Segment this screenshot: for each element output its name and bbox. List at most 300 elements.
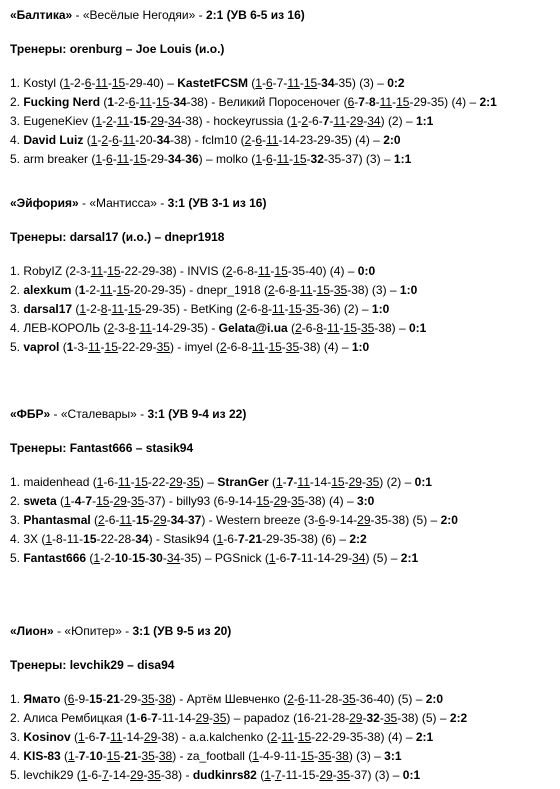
text-run: 34 [167,114,182,128]
text-run: -11-14-29- [296,551,353,565]
text-run: - [282,475,287,489]
text-run: 34 [167,152,182,166]
text-run: 2 [107,321,115,335]
text-run: ( [247,76,256,90]
text-run: - [112,152,117,166]
text-run: 29 [319,768,333,782]
text-run: 1 [79,302,87,316]
match-header [10,622,467,641]
text-run: - [209,711,214,725]
text-run: ( [268,475,277,489]
text-run: 34 [170,513,184,527]
text-run: -6- [246,302,262,316]
text-run: ) – [199,475,218,489]
text-run: 2. [10,283,24,297]
text-run: - [297,114,302,128]
text-run: -8-11- [52,532,84,546]
text-run: 36 [185,152,199,166]
text-run: 15 [293,152,307,166]
text-run: alexkum [23,283,72,297]
text-run: - [109,494,114,508]
text-run: 7 [322,114,330,128]
games-list [10,262,426,357]
text-run: ( [90,513,99,527]
text-run: - [102,749,107,763]
text-run: - [91,76,96,90]
text-run: - [120,749,125,763]
text-run: 3:1 (УВ 9-5 из 20) [132,624,232,638]
text-run: - [81,494,86,508]
text-run: 15 [268,340,282,354]
games-list [10,473,458,568]
text-run: 2:1 [415,730,434,744]
text-run: -4-9-11- [258,749,301,763]
text-run: 11 [116,152,130,166]
text-run: -35-37) (3) – [323,152,394,166]
text-run: ( [256,768,265,782]
text-run: 35 [141,692,155,706]
game-row [10,530,458,549]
text-run: ) - Артём Шевченко ( [171,692,288,706]
text-run: ( [60,749,69,763]
text-run: 15 [107,264,121,278]
game-row [10,300,426,319]
text-run: 37 [187,513,202,527]
text-run: 0:1 [402,768,421,782]
text-run: -14-23-29-35) (4) – [278,133,384,147]
text-run: 1 [252,749,259,763]
text-run: - [269,494,274,508]
text-run: -35-40) (4) – [287,264,358,278]
text-run: 15 [134,475,148,489]
text-run: 35 [156,340,170,354]
text-run: - [268,302,273,316]
text-run: 29 [169,475,183,489]
text-run: -11-14- [157,711,196,725]
text-run: -6- [103,475,119,489]
text-run: - [151,95,156,109]
text-run: - [244,532,249,546]
text-run: -14-29-35) - [151,321,219,335]
text-run: 0:2 [387,76,405,90]
text-run: -35) – PGSnick ( [180,551,269,565]
text-run: -6- [104,513,120,527]
text-run: 6 [106,152,113,166]
text-run: 35 [141,749,155,763]
text-run: - [149,513,154,527]
text-run: 21 [106,692,120,706]
text-run: - [102,114,107,128]
text-run: - «Мантисса» - [78,196,168,210]
text-run: 15 [297,730,312,744]
text-run: ) (2) – [379,475,415,489]
game-row [10,747,467,766]
text-run: - [123,302,128,316]
text-run: 34 [352,551,366,565]
text-run: - [293,692,298,706]
text-run: -37) - billy93 (6-9-14- [144,494,257,508]
text-run: - [145,551,150,565]
text-run: -20- [135,133,157,147]
match-block-fbr [10,405,458,568]
text-run: -38) (3) – [347,283,400,297]
text-run: -6- [274,283,290,297]
text-run: 2 [268,283,275,297]
text-run: -2- [100,551,115,565]
text-run: 1 [255,76,262,90]
text-run: 6 [347,95,355,109]
text-run: 11 [116,114,130,128]
text-run: 29 [273,494,287,508]
text-run: 3:1 [384,749,402,763]
text-run: -38) - [160,768,193,782]
text-run: 5. levchik29 ( [10,768,81,782]
text-run: 15 [331,475,345,489]
text-run: 38 [335,749,349,763]
text-run: - [251,133,256,147]
text-run: ) - Stasik94 ( [148,532,217,546]
game-row [10,131,497,150]
text-run: 35 [383,711,398,725]
text-run: -6-8- [226,340,252,354]
text-run: - [129,152,134,166]
text-run: 6 [67,692,75,706]
text-run: darsal17 [23,302,73,316]
text-run: «Эйфория» [10,196,79,210]
text-run: 15 [111,76,126,90]
text-run: 34 [321,76,335,90]
text-run: 1 [268,551,276,565]
text-run: - [364,95,369,109]
text-run: - [361,475,366,489]
game-row [10,112,497,131]
game-row [10,690,467,709]
text-run: 35 [186,475,200,489]
text-run: -29-35-38) (6) – [262,532,350,546]
text-run: 15 [274,264,288,278]
text-run: 1:0 [351,340,370,354]
text-run: 35 [333,283,348,297]
text-run: 4. [10,749,24,763]
text-run: 11 [95,76,108,90]
text-run: -6- [87,768,103,782]
game-row [10,473,458,492]
text-run: 1 [66,340,74,354]
text-run: 15 [256,494,270,508]
text-run: 11 [333,114,346,128]
text-run: -7- [272,76,288,90]
text-run: 11 [281,730,294,744]
text-run: - [281,340,286,354]
text-run: 35 [130,494,145,508]
text-run: 1 [64,494,71,508]
text-run: 2:1 (УВ 6-5 из 16) [205,8,305,22]
text-run: «Лион» [10,624,54,638]
text-run: 1 [290,114,298,128]
text-run: 35 [285,340,300,354]
text-run: - [100,340,105,354]
text-run: 11 [266,133,279,147]
text-run: ( [100,95,108,109]
text-run: 10 [89,749,103,763]
game-row [10,338,426,357]
text-run: - [143,768,148,782]
text-run: ) - imyel ( [169,340,220,354]
match-header [10,194,426,213]
text-run: 3:1 (УВ 9-4 из 22) [147,407,247,421]
text-run: 38 [158,749,173,763]
text-run: ) (3) – [348,749,385,763]
text-run: - [137,749,142,763]
text-run: Phantasmal [23,513,91,527]
text-run: 2:0 [440,513,458,527]
text-run: -38) (4) – [299,340,352,354]
text-run: - [103,264,108,278]
text-run: 35 [360,321,375,335]
text-run: - [128,551,133,565]
text-run: 34 [135,532,149,546]
text-run: 3:0 [357,494,375,508]
text-run: 0:0 [357,264,376,278]
text-run: 29 [349,114,364,128]
text-run: 11 [272,302,285,316]
text-run: 2 [301,114,309,128]
text-run: 29 [349,711,363,725]
text-run: 29 [150,114,164,128]
text-run: - [272,152,277,166]
text-run: - [129,114,134,128]
text-run: ( [59,340,67,354]
text-run: -6- [308,114,323,128]
text-run: 35 [305,302,320,316]
text-run: 1 [95,152,103,166]
text-run: - [392,95,397,109]
text-run: 32 [366,711,380,725]
text-run: 35 [213,711,227,725]
text-run: Fucking Nerd [23,95,101,109]
text-run: 15 [96,494,110,508]
text-run: -22-29- [117,340,157,354]
text-run: 1. RobyIZ ( [10,264,70,278]
text-run: Fantast666 [23,551,87,565]
text-run: 15 [89,692,103,706]
text-run: 15 [300,749,315,763]
text-run: 21 [124,749,138,763]
text-run: - [277,730,282,744]
text-run: - [118,133,123,147]
text-run: 15 [106,749,121,763]
game-row [10,549,458,568]
text-run: 2 [270,730,278,744]
text-run: 29 [113,494,127,508]
text-run: KastetFCSM [177,76,248,90]
text-run: 11 [379,95,393,109]
text-run: - [262,133,266,147]
text-run: 6 [266,152,273,166]
text-run: 2. [10,494,24,508]
text-run: -22-29-35-38) (4) – [311,730,416,744]
text-run: -6-8- [232,264,258,278]
text-run: 1:1 [415,114,434,128]
text-run: 7 [99,730,107,744]
text-run: - [344,475,349,489]
text-run: 2. [10,95,24,109]
text-run: 6 [140,711,148,725]
text-run: -6- [301,321,317,335]
text-run: 2-3- [69,264,91,278]
text-run: 1:0 [371,302,390,316]
text-run: -38) - Великий Поросеночег ( [186,95,348,109]
text-run: - [112,114,117,128]
text-run: 15 [343,321,357,335]
text-run: 1 [78,730,85,744]
text-run: 15 [116,283,130,297]
text-run: - [162,551,167,565]
text-run: -22-29-38) - INVIS ( [120,264,226,278]
text-run: dudkinrs82 [192,768,257,782]
text-run: -38) – [374,321,409,335]
text-run: - [108,133,113,147]
text-run: - [163,114,168,128]
text-run: - [331,749,336,763]
text-run: - [85,749,90,763]
text-run: 0:1 [414,475,432,489]
text-run: - [299,76,304,90]
text-run: 2 [244,133,252,147]
text-run: 8 [289,283,297,297]
text-run: - «Сталевары» - [50,407,148,421]
text-run: - [126,494,131,508]
text-run: 1 [78,283,86,297]
text-run: - [264,340,269,354]
match-block-euphoria [10,194,426,357]
text-run: 34 [156,133,170,147]
games-list [10,690,467,785]
text-run: 15 [133,152,147,166]
text-run: 6 [297,692,305,706]
text-run: 1 [276,475,283,489]
text-run: 0:1 [408,321,427,335]
text-run: - [169,95,174,109]
text-run: 35 [318,749,332,763]
text-run: - [182,475,187,489]
text-run: 5. [10,340,24,354]
text-run: -29-35) - BetKing ( [141,302,240,316]
text-run: 1 [63,76,71,90]
text-run: 35 [290,494,305,508]
text-run: 5. [10,551,24,565]
text-run: -11-15- [281,768,320,782]
text-run: 21 [248,532,262,546]
text-run: 15 [127,302,142,316]
text-run: 3:1 (УВ 3-1 из 16) [167,196,267,210]
text-run: - [293,730,298,744]
text-run: 11 [251,340,265,354]
game-row [10,709,467,728]
text-run: Ямато [23,692,61,706]
text-run: 2:2 [349,532,367,546]
text-run: 15 [303,76,318,90]
text-run: 29 [153,513,167,527]
text-run: - [284,302,289,316]
text-run: 1:1 [393,152,412,166]
text-run: - [136,711,141,725]
text-run: - [70,494,75,508]
text-run: 29 [130,768,144,782]
text-run: 6 [265,76,273,90]
text-run: 15 [135,513,150,527]
text-run: - [339,321,344,335]
text-run: -14- [122,730,144,744]
text-run: 11 [88,340,101,354]
text-run: ( [71,283,79,297]
text-run: ( [70,730,79,744]
text-run: - «Юпитер» - [53,624,133,638]
text-run: 34 [367,114,381,128]
text-run: -11-28- [304,692,343,706]
coaches-line: Тренеры: orenburg – Joe Louis (и.о.) [10,42,225,56]
game-row [10,492,458,511]
text-run: - [314,749,319,763]
text-run: 11 [257,264,271,278]
text-run: 7 [237,532,245,546]
text-run: Gelata@i.ua [218,321,288,335]
text-run: - [135,95,140,109]
text-run: 6 [84,76,92,90]
text-run: 30 [149,551,163,565]
text-run: - [181,152,186,166]
text-run: 15 [396,95,410,109]
text-run: 7 [286,475,294,489]
text-run: 35 [342,692,356,706]
text-run: 8 [316,321,324,335]
text-run: -22-28- [96,532,136,546]
text-run: 11 [139,95,152,109]
text-run: 1 [68,749,75,763]
text-run: 6 [318,513,326,527]
game-row [10,766,467,785]
text-run: - [102,692,107,706]
text-run: - [323,321,328,335]
text-run: - [289,152,294,166]
text-run: ) (5) – [365,551,401,565]
text-run: 5. arm breaker ( [10,152,96,166]
text-run: - [329,114,334,128]
text-run: - [107,302,112,316]
text-run: -9- [74,692,90,706]
text-run: - [345,114,350,128]
text-run: 8 [261,302,269,316]
text-run: 2 [219,340,227,354]
text-run: 15 [83,532,97,546]
game-row [10,150,497,169]
text-run: - [262,152,266,166]
text-run: - [130,475,135,489]
text-run: - [147,711,152,725]
text-run: - [135,321,140,335]
text-run: - [362,711,367,725]
text-run: vaprol [23,340,60,354]
text-run: ) – papadoz (16-21-28- [226,711,350,725]
text-run: ) - Western breeze (3- [201,513,319,527]
text-run: 2. Алиса Рембицкая ( [10,711,130,725]
text-run: 2 [239,302,247,316]
text-run: ( [83,133,91,147]
text-run: 34 [173,95,187,109]
text-run: 6 [112,133,119,147]
text-run: -38) (5) – [397,711,450,725]
text-run: - [166,513,171,527]
